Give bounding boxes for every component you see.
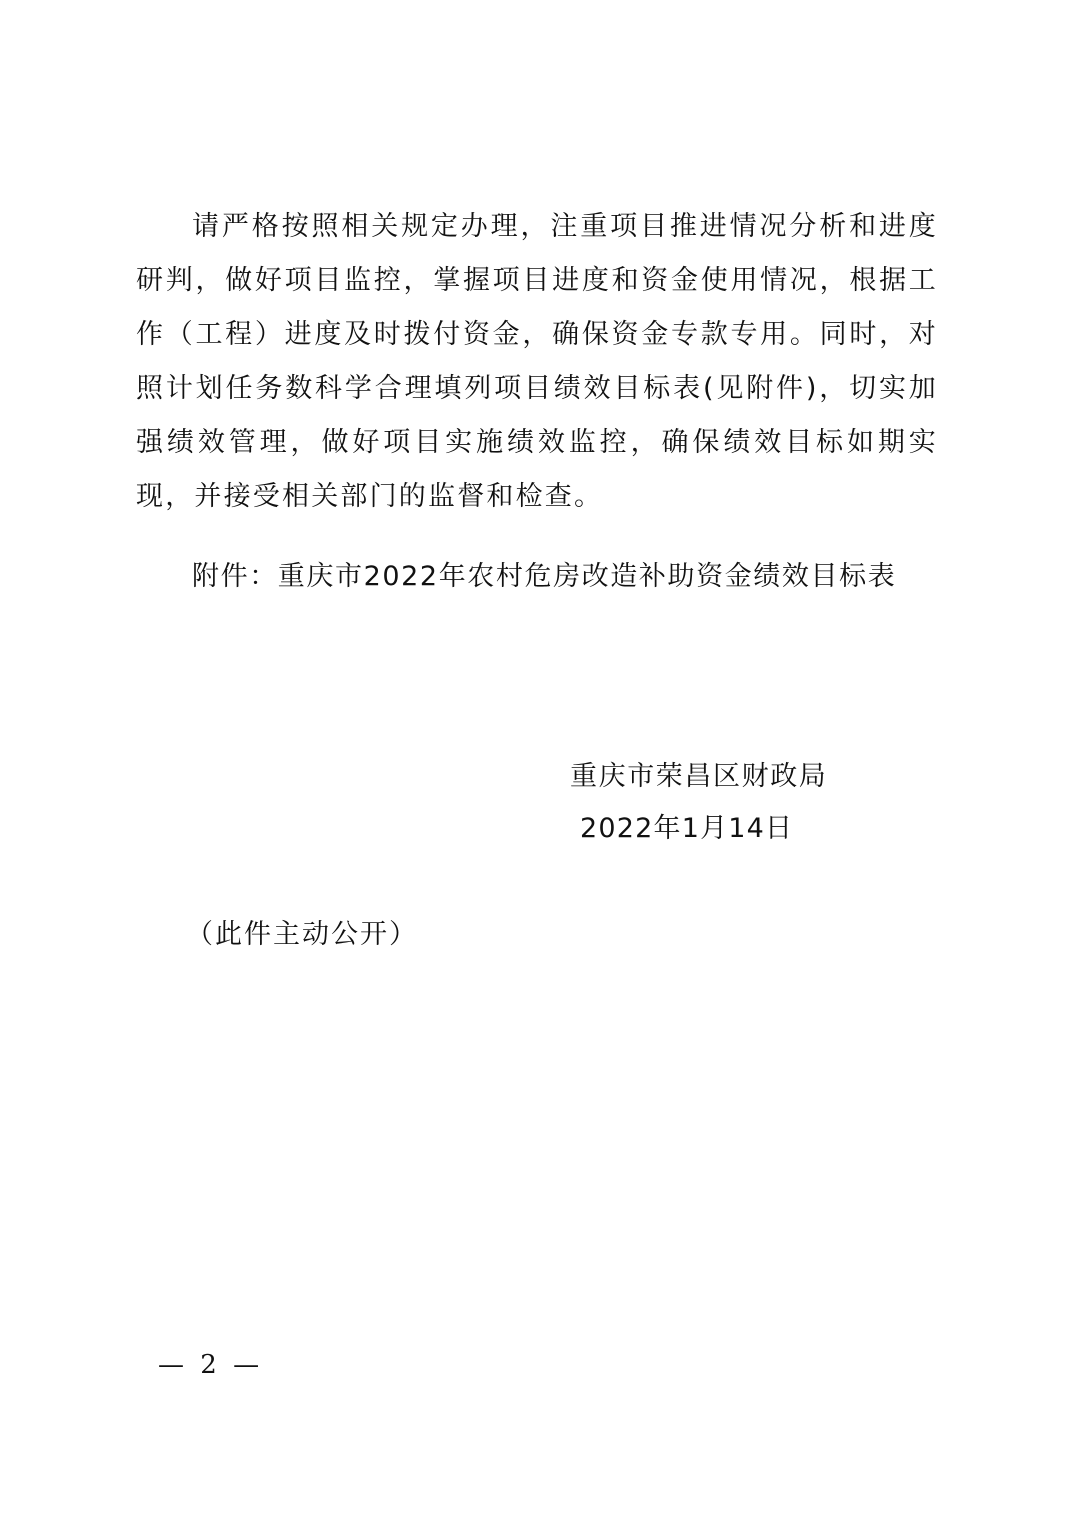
issuer-name: 重庆市荣昌区财政局 — [570, 761, 828, 792]
disclosure-note: （此件主动公开） — [186, 919, 418, 950]
issue-date: 2022年1月14日 — [580, 813, 794, 844]
body-paragraph: 请严格按照相关规定办理，注重项目推进情况分析和进度研判，做好项目监控，掌握项目进度和资金使用情况，根据工作（工程）进度及时拨付资金，确保资金专款专用。同时，对照计划任务数科学合理填列项目绩效目标表(见附件)，切实加强绩效管理，做好项目实施绩效监控，确保绩效目标如期实现，并接受相关部门的监督和检查。 — [136, 211, 938, 512]
page-number: — 2 — — [158, 1350, 264, 1380]
attachment-line: 附件：重庆市2022年农村危房改造补助资金绩效目标表 — [192, 561, 897, 592]
